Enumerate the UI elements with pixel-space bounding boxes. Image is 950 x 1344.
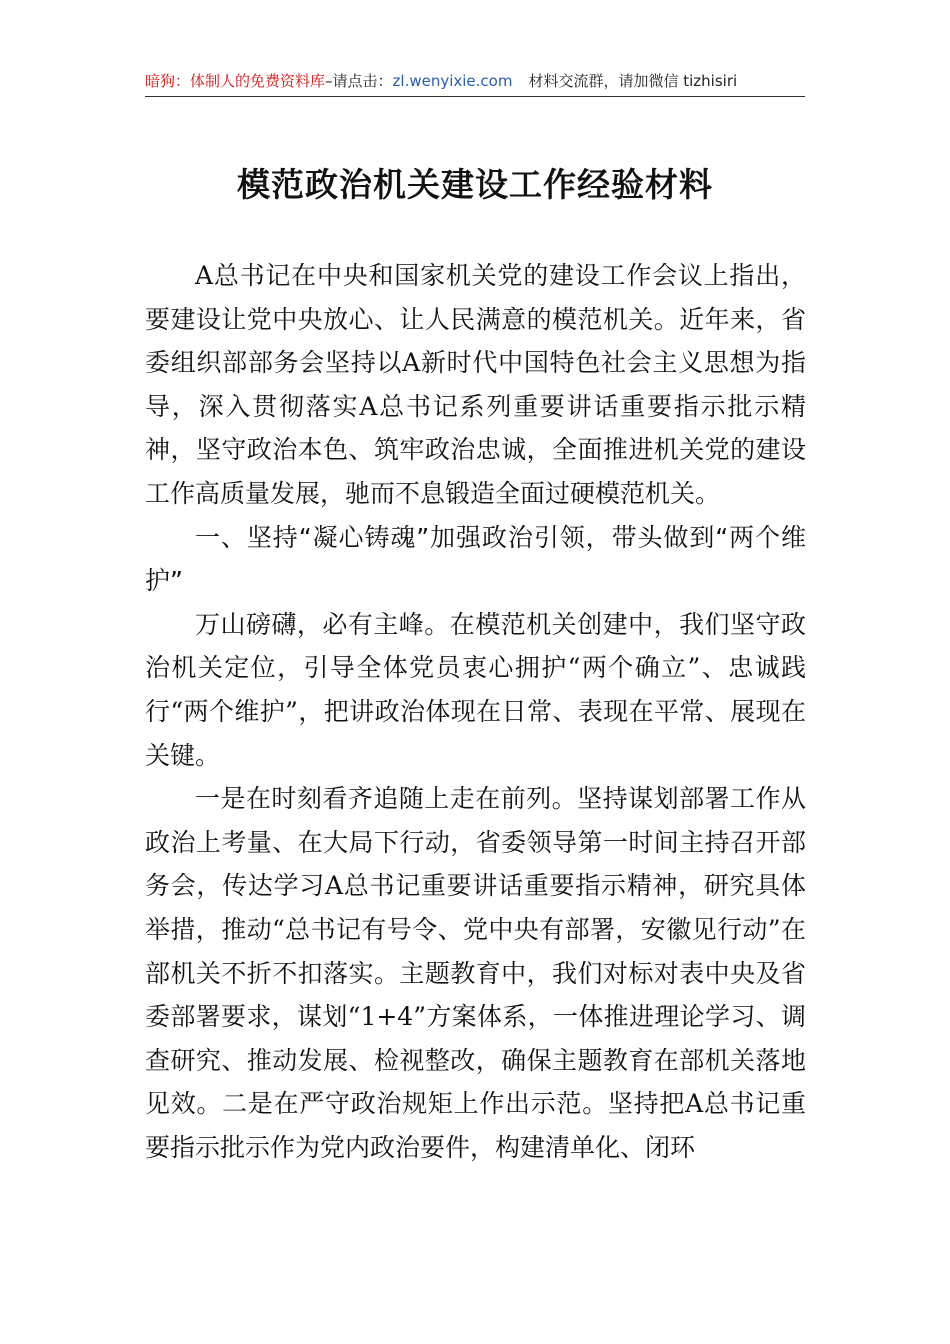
page-header [145,66,805,97]
document-title: 模范政治机关建设工作经验材料 [237,165,713,204]
section-paragraph: 一是在时刻看齐追随上走在前列。坚持谋划部署工作从政治上考量、在大局下行动，省委领导第一时间主持召开部务会，传达学习A总书记重要讲话重要指示精神，研究具体举措，推动“总书记有号令、党中央有部署，安徽见行动”在部机关不折不扣落实。主题教育中，我们对标对表中央及省委部署要求，谋划“1+4”方案体系，一体推进理论学习、调查研究、推动发展、检视整改，确保主题教育在部机关落地见效。二是在严守政治规矩上作出示范。坚持把A总书记重要指示批示作为党内政治要件，构建清单化、闭环 [145,784,806,1162]
header-contact: 材料交流群，请加微信 tizhisiri [528,72,738,90]
section-paragraph: 万山磅礴，必有主峰。在模范机关创建中，我们坚守政治机关定位，引导全体党员衷心拥护“两个确立”、忠诚践行“两个维护”，把讲政治体现在日常、表现在平常、展现在关键。 [145,609,806,770]
header-click-prompt: –请点击： [325,72,393,90]
document-body [145,254,806,1169]
header-brand: 暗狗：体制人的免费资料库 [145,72,326,90]
header-url-link[interactable]: zl.wenyixie.com [392,72,513,90]
section-heading-1: 一、坚持“凝心铸魂”加强政治引领，带头做到“两个维护” [145,522,806,596]
intro-paragraph: A总书记在中央和国家机关党的建设工作会议上指出，要建设让党中央放心、让人民满意的模范机关。近年来，省委组织部部务会坚持以A新时代中国特色社会主义思想为指导，深入贯彻落实A总书记系列重要讲话重要指示批示精神，坚守政治本色、筑牢政治忠诚，全面推进机关党的建设工作高质量发展，驰而不息锻造全面过硬模范机关。 [145,261,806,508]
